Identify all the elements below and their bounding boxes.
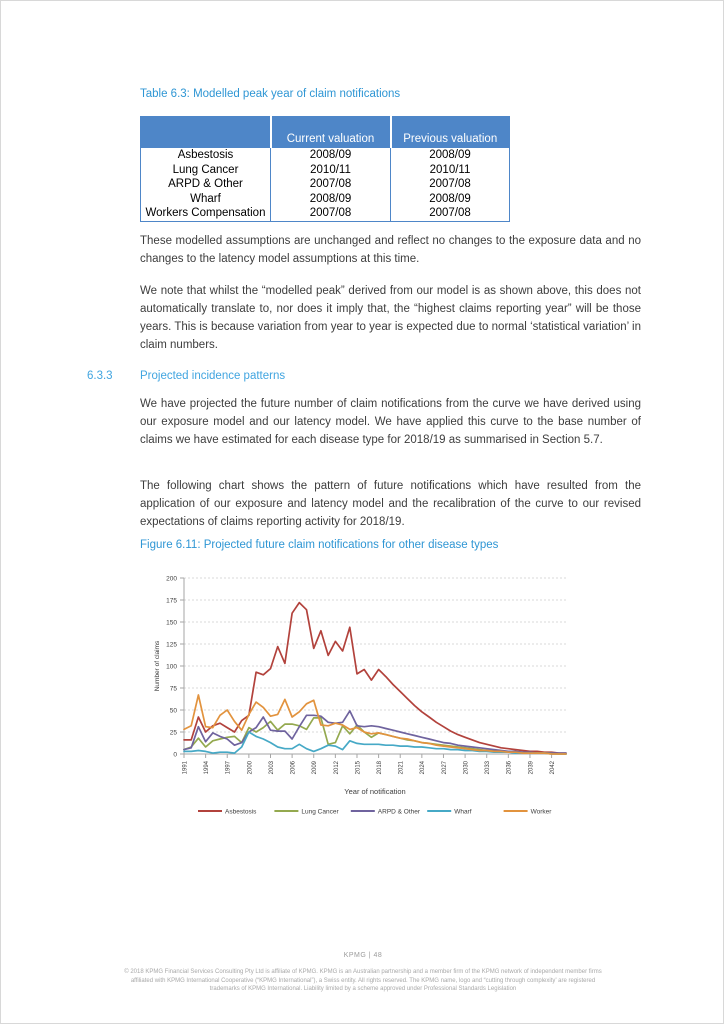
line-chart [149,561,599,831]
table-cell: 2008/09 [391,148,510,163]
x-tick-label: 2021 [398,761,405,775]
paragraph-following-chart: The following chart shows the pattern of future notifications which have resulted from the application of our exposure and latency model and the recalibration of the curve to our revised expectations of claims reporting activity for 2018/19. [140,480,641,528]
y-tick-label: 150 [166,619,177,627]
legend-label-arpd-other: ARPD & Other [377,808,421,816]
table-cell: 2008/09 [271,192,391,207]
footer-copyright [1,968,724,994]
table-row [141,177,510,192]
table-cell: Workers Compensation [141,206,271,221]
x-tick-label: 1994 [204,761,211,775]
x-tick-label: 2018 [377,761,384,775]
figure-caption: Figure 6.11: Projected future claim notifications for other disease types [140,539,499,551]
x-tick-label: 2015 [355,761,362,775]
y-tick-label: 50 [169,707,177,715]
table-cell: Wharf [141,192,271,207]
x-tick-label: 2000 [247,761,254,775]
copyright-line: affiliated with KPMG International Cooperative (“KPMG International”), a Swiss entity. All rights reserved. The KPMG name, logo and “cutting through complexity’ are registered [130,977,596,984]
x-tick-label: 2012 [333,761,340,775]
table-cell: 2008/09 [391,192,510,207]
y-tick-label: 125 [166,641,177,649]
copyright-line: © 2018 KPMG Financial Services Consulting Pty Ltd is affiliate of KPMG. KPMG is an Australian partnership and a member firm of the KPMG network of independent member firms [124,969,602,975]
table-cell: ARPD & Other [141,177,271,192]
x-tick-label: 2030 [463,761,470,775]
y-tick-label: 175 [166,597,177,605]
table-cell: 2007/08 [271,206,391,221]
y-tick-label: 100 [166,663,177,671]
x-tick-label: 2009 [312,761,319,775]
table-body [141,148,510,221]
peak-year-table [140,116,510,222]
x-axis-title: Year of notification [344,787,406,796]
x-tick-label: 2006 [290,761,297,775]
table-cell: 2007/08 [391,206,510,221]
table-row [141,192,510,207]
y-tick-label: 200 [166,575,177,583]
paragraph-projection: We have projected the future number of claim notifications from the curve we have derived using our exposure model and our latency model. We have applied this curve to the base number of claims we have estimated for each disease type for 2018/19 as summarised in Section 5.7. [140,398,641,446]
paragraph-assumptions: These modelled assumptions are unchanged and reflect no changes to the exposure data and no changes to the latency model assumptions at this time. [140,235,641,265]
figure-chart [149,561,599,831]
x-tick-label: 1991 [182,761,189,775]
y-tick-label: 25 [169,729,177,737]
table-row [141,163,510,178]
section-number: 6.3.3 [87,370,113,382]
series-line-worker [184,695,566,754]
x-tick-label: 2036 [506,761,513,775]
table-cell: Asbestosis [141,148,271,163]
table-cell: 2007/08 [271,177,391,192]
table-header-current-valuation: Current valuation [271,117,391,149]
table-cell: 2008/09 [271,148,391,163]
y-axis-title: Number of claims [154,640,161,692]
x-tick-label: 1997 [225,761,232,775]
paragraph-modelled-peak: We note that whilst the “modelled peak” derived from our model is as shown above, this does not automatically translate to, nor does it imply that, the “highest claims reporting year” will be those years. This is because variation from year to year is expected due to normal ‘statistical variation’ in claim numbers. [140,285,641,351]
table-header-blank [141,117,271,149]
page-number: KPMG | 48 [343,952,383,959]
y-tick-label: 0 [173,751,177,759]
table-cell: 2010/11 [391,163,510,178]
table-cell: 2007/08 [391,177,510,192]
copyright-line: trademarks of KPMG International. Liability limited by a scheme approved under Professional Standards Legislation [209,986,517,992]
x-tick-label: 2027 [441,761,448,775]
legend-label-asbestosis: Asbestosis [225,808,257,816]
table-row [141,206,510,221]
x-tick-label: 2039 [528,761,535,775]
table-cell: 2010/11 [271,163,391,178]
table-row [141,148,510,163]
x-tick-label: 2024 [420,761,427,775]
x-tick-label: 2033 [485,761,492,775]
legend-label-worker: Worker [530,808,552,816]
table-header [141,117,510,149]
legend-label-wharf: Wharf [454,808,472,816]
x-tick-label: 2003 [268,761,275,775]
legend-label-lung-cancer: Lung Cancer [301,808,339,816]
table-caption: Table 6.3: Modelled peak year of claim notifications [140,88,401,100]
y-tick-label: 75 [169,685,177,693]
table-cell: Lung Cancer [141,163,271,178]
table-header-previous-valuation: Previous valuation [391,117,510,149]
x-tick-label: 2042 [549,761,556,775]
section-heading: Projected incidence patterns [140,370,286,382]
